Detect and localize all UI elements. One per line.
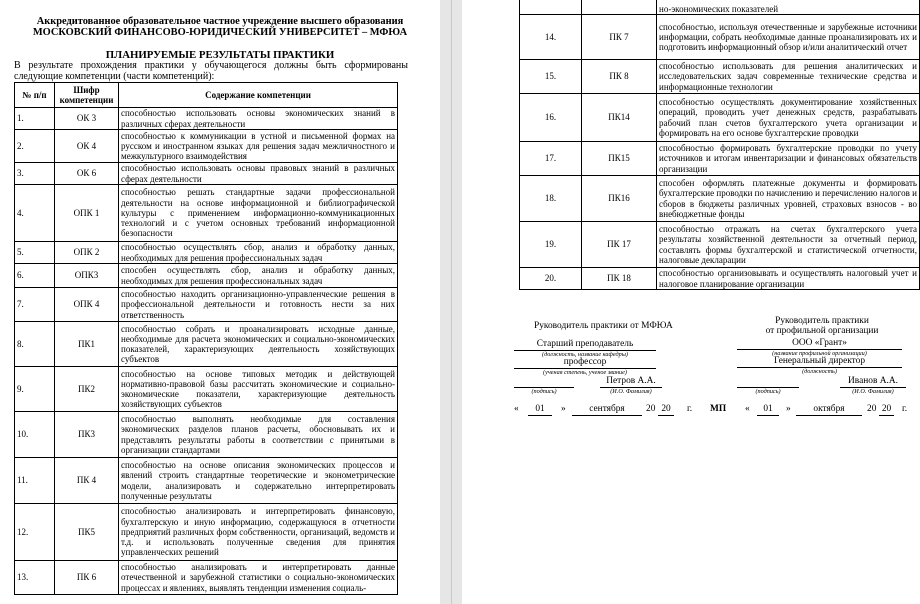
competency-code: ПК 7: [582, 15, 657, 60]
table-row: [520, 142, 920, 176]
competency-text: способностью выполнять необходимые для составления экономических разделов планов расчеты, обосновывать их и представлять результаты работы в соответствии с принятыми в организации стандартами: [119, 412, 398, 458]
table-row: [15, 458, 398, 504]
org-position-caption: (должность): [802, 368, 837, 375]
stamp-label: МП: [710, 404, 727, 414]
row-number: 1.: [15, 108, 55, 130]
table-row: [520, 60, 920, 94]
name-caption: (И.О. Фамилия): [610, 388, 652, 395]
position-caption: (должность, название кафедры): [542, 351, 628, 358]
row-number: 3.: [15, 163, 55, 185]
competency-code: ПК14: [582, 94, 657, 142]
table-row: [520, 268, 920, 290]
table-row: [15, 108, 398, 130]
row-number: 4.: [15, 185, 55, 242]
organization-caption: (название профильной организации): [772, 350, 867, 357]
competency-code: ОПК 4: [55, 288, 119, 322]
row-number: 14.: [520, 15, 582, 60]
organization-name: ООО «Грант»: [792, 338, 847, 348]
competency-text: способностью осуществлять сбор, анализ и обработку данных, необходимых для решения профессиональных задач: [119, 242, 398, 264]
table-row: [15, 322, 398, 367]
competency-code: ПК2: [55, 367, 119, 412]
table-row: [15, 288, 398, 322]
mfua-supervisor-name: Петров А.А.: [606, 376, 656, 386]
date-day-right: 01: [763, 404, 773, 414]
competency-code: ПК 8: [582, 60, 657, 94]
mfua-supervisor-degree: профессор: [563, 357, 607, 367]
mfua-supervisor-title: Руководитель практики от МФЮА: [534, 321, 673, 331]
competency-text: способностью отражать на счетах бухгалтерского учета результаты хозяйственной деятельности за отчетный период, составлять формы бухгалтерской и статистической отчетности, налоговые декларации: [657, 222, 920, 268]
date-month-right: октября: [813, 404, 845, 414]
table-row: [520, 0, 920, 15]
row-number: 19.: [520, 222, 582, 268]
document-page-left: [0, 0, 440, 604]
competency-code: ОПК 1: [55, 185, 119, 242]
competency-code: ОК 6: [55, 163, 119, 185]
page-divider: [451, 0, 452, 604]
competency-code: ПК1: [55, 322, 119, 367]
table-row: [520, 94, 920, 142]
competency-code: ПК15: [582, 142, 657, 176]
date-quote-open: «: [745, 404, 750, 414]
table-row: [15, 504, 398, 561]
competency-text: способностью организовывать и осуществлять налоговый учет и налоговое планирование организации: [657, 268, 920, 290]
competency-text: способностью осуществлять документирование хозяйственных операций, проводить учет денежных средств, разрабатывать рабочий план счетов бухгалтерского учета организации и формировать на его основе бухгалтерские проводки: [657, 94, 920, 142]
row-number: 20.: [520, 268, 582, 290]
competency-text: способен осуществлять сбор, анализ и обработку данных, необходимых для решения профессиональных задач: [119, 264, 398, 288]
table-row: [15, 264, 398, 288]
intro-paragraph: В результате прохождения практики у обучающегося должны быть сформированы следующие компетенции (части компетенций):: [14, 60, 408, 82]
competency-code: ПК16: [582, 176, 657, 222]
col-header-content: Содержание компетенции: [119, 83, 398, 108]
competencies-table-continued: [519, 0, 920, 290]
university-name: МОСКОВСКИЙ ФИНАНСОВО-ЮРИДИЧЕСКИЙ УНИВЕРСИТЕТ – МФЮА: [32, 27, 408, 38]
document-page-right: [462, 0, 920, 604]
row-number: 11.: [15, 458, 55, 504]
date-quote-close: »: [561, 404, 566, 414]
competency-text: способностью формировать бухгалтерские проводки по учету источников и итогам инвентаризации и финансовых обязательств организации: [657, 142, 920, 176]
degree-caption: (ученая степень, ученое звание): [543, 369, 627, 376]
competency-text: способен оформлять платежные документы и формировать бухгалтерские проводки по начислению и перечислению налогов и сборов в бюджеты различных уровней, страховых взносов - во внебюджетные фонды: [657, 176, 920, 222]
competency-code: ПК 4: [55, 458, 119, 504]
table-row: [15, 185, 398, 242]
row-number: 13.: [15, 561, 55, 595]
competency-text: способностью на основе описания экономических процессов и явлений строить стандартные теоретические и эконометрические модели, анализировать и содержательно интерпретировать полученные результаты: [119, 458, 398, 504]
date-quote-open: «: [514, 404, 519, 414]
row-number: 15.: [520, 60, 582, 94]
date-day-left: 01: [535, 404, 545, 414]
row-number: 12.: [15, 504, 55, 561]
page-title: ПЛАНИРУЕМЫЕ РЕЗУЛЬТАТЫ ПРАКТИКИ: [105, 49, 335, 61]
row-number: 10.: [15, 412, 55, 458]
signature-caption: (подпись): [531, 388, 557, 395]
competency-text: способностью использовать для решения аналитических и исследовательских задач современные технические средства и информационные технологии: [657, 60, 920, 94]
mfua-supervisor-position: Старший преподаватель: [536, 339, 634, 349]
org-supervisor-title-line1: Руководитель практики: [775, 316, 869, 326]
table-header-row: [15, 83, 398, 108]
competency-text: способностью анализировать и интерпретировать данные отечественной и зарубежной статистики о социально-экономических процессах и явлениях, выявлять тенденции изменения социаль-: [119, 561, 398, 595]
table-row: [15, 561, 398, 595]
table-row: [15, 242, 398, 264]
table-row: [15, 130, 398, 163]
row-number: 18.: [520, 176, 582, 222]
col-header-code: Шифр компетенции: [55, 83, 119, 108]
table-row: [15, 412, 398, 458]
org-name-caption: (И.О. Фамилия): [852, 388, 894, 395]
date-year-prefix-left: 20: [646, 404, 656, 414]
table-row: [520, 176, 920, 222]
competency-code: ПК 18: [582, 268, 657, 290]
competency-text: способностью собрать и проанализировать исходные данные, необходимые для расчета экономических и социально-экономических показателей, характеризующих деятельность хозяйствующих субъектов: [119, 322, 398, 367]
row-number: 7.: [15, 288, 55, 322]
date-quote-close: »: [786, 404, 791, 414]
competency-text-continued: но-экономических показателей: [657, 0, 920, 15]
col-header-number: № п/п: [15, 83, 55, 108]
date-year-left: 20: [661, 404, 671, 414]
competency-code: ПК3: [55, 412, 119, 458]
competency-text: способностью анализировать и интерпретировать финансовую, бухгалтерскую и иную информацию, содержащуюся в отчетности предприятий различных форм собственности, организаций, ведомств и т.д. и использовать полученные сведения для принятия управленческих решений: [119, 504, 398, 561]
org-supervisor-title-line2: от профильной организации: [765, 326, 879, 336]
row-number: 5.: [15, 242, 55, 264]
competency-text: способностью решать стандартные задачи профессиональной деятельности на основе информационной и библиографической культуры с применением информационно-коммуникационных технологий и с учетом основных требований информационной безопасности: [119, 185, 398, 242]
competency-text: способностью находить организационно-управленческие решения в профессиональной деятельности и готовность нести за них ответственность: [119, 288, 398, 322]
org-signature-caption: (подпись): [755, 388, 781, 395]
competency-text: способностью на основе типовых методик и действующей нормативно-правовой базы рассчитать экономические и социально-экономические показатели, характеризующие деятельность хозяйствующих субъектов: [119, 367, 398, 412]
competency-code: ПК 6: [55, 561, 119, 595]
org-supervisor-name: Иванов А.А.: [848, 376, 898, 386]
competency-code: ПК5: [55, 504, 119, 561]
university-type-line: Аккредитованное образовательное частное учреждение высшего образования: [36, 16, 404, 27]
row-number: 6.: [15, 264, 55, 288]
row-number: 2.: [15, 130, 55, 163]
row-number: 17.: [520, 142, 582, 176]
competency-code: ОПК3: [55, 264, 119, 288]
competency-text: способностью к коммуникации в устной и письменной формах на русском и иностранном языках для решения задач межличностного и межкультурного взаимодействия: [119, 130, 398, 163]
competency-code: ПК 17: [582, 222, 657, 268]
competencies-table: [14, 82, 398, 595]
competency-text: способностью использовать основы правовых знаний в различных сферах деятельности: [119, 163, 398, 185]
date-year-suffix-left: г.: [687, 404, 693, 414]
row-number: 9.: [15, 367, 55, 412]
date-year-suffix-right: г.: [902, 404, 908, 414]
date-year-right: 20: [881, 404, 892, 414]
table-row: [15, 367, 398, 412]
row-number: 8.: [15, 322, 55, 367]
date-month-left: сентября: [589, 404, 625, 414]
date-year-prefix-right: 20: [867, 404, 877, 414]
org-supervisor-position: Генеральный директор: [773, 356, 866, 366]
table-row: [15, 163, 398, 185]
competency-text: способностью использовать основы экономических знаний в различных сферах деятельности: [119, 108, 398, 130]
table-row: [520, 15, 920, 60]
row-number: 16.: [520, 94, 582, 142]
competency-text: способностью, используя отечественные и зарубежные источники информации, собрать необходимые данные проанализировать их и подготовить информационный обзор и/или аналитический отчет: [657, 15, 920, 60]
competency-code: ОК 4: [55, 130, 119, 163]
competency-code: ОПК 2: [55, 242, 119, 264]
competency-code: ОК 3: [55, 108, 119, 130]
table-row: [520, 222, 920, 268]
